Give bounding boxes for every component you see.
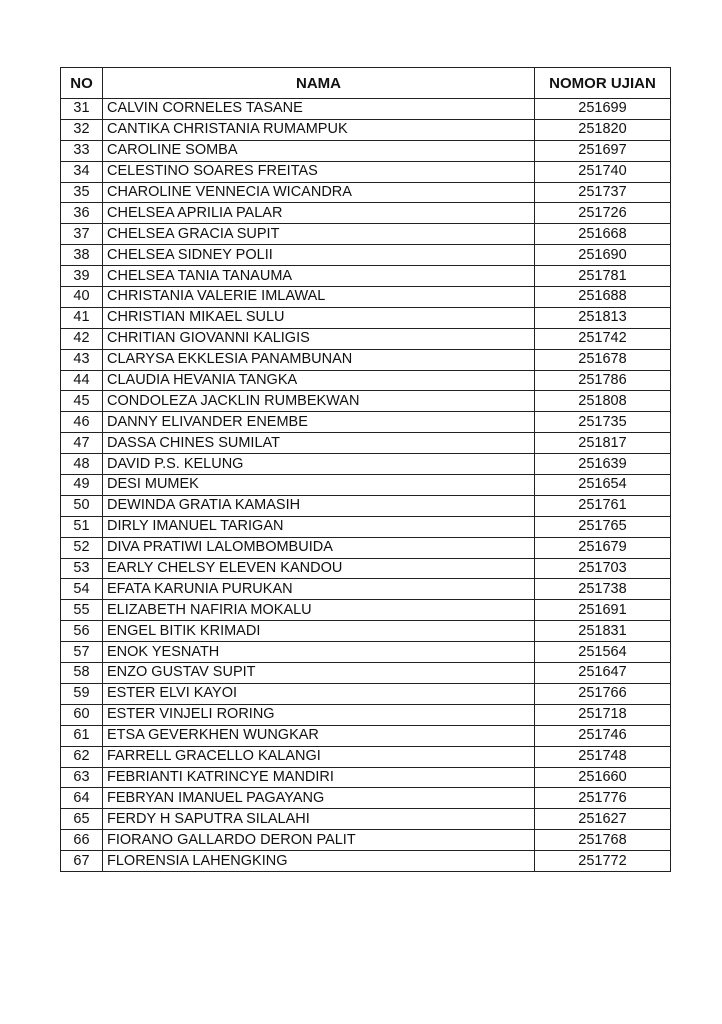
table-row bbox=[61, 663, 671, 684]
table-row bbox=[61, 788, 671, 809]
exam-number: 251768 bbox=[535, 830, 671, 851]
row-number: 33 bbox=[61, 140, 103, 161]
participant-name: ENOK YESNATH bbox=[103, 642, 535, 663]
exam-number: 251738 bbox=[535, 579, 671, 600]
participant-name: EARLY CHELSY ELEVEN KANDOU bbox=[103, 558, 535, 579]
row-number: 50 bbox=[61, 495, 103, 516]
participant-name: ESTER ELVI KAYOI bbox=[103, 683, 535, 704]
row-number: 31 bbox=[61, 99, 103, 120]
header-nomor-ujian: NOMOR UJIAN bbox=[535, 68, 671, 99]
row-number: 46 bbox=[61, 412, 103, 433]
exam-number: 251761 bbox=[535, 495, 671, 516]
participant-name: CHRITIAN GIOVANNI KALIGIS bbox=[103, 328, 535, 349]
table-row bbox=[61, 767, 671, 788]
participant-name: CAROLINE SOMBA bbox=[103, 140, 535, 161]
row-number: 42 bbox=[61, 328, 103, 349]
row-number: 66 bbox=[61, 830, 103, 851]
table-row bbox=[61, 600, 671, 621]
row-number: 40 bbox=[61, 287, 103, 308]
exam-number: 251740 bbox=[535, 161, 671, 182]
exam-number: 251699 bbox=[535, 99, 671, 120]
participant-name: ELIZABETH NAFIRIA MOKALU bbox=[103, 600, 535, 621]
table-row bbox=[61, 307, 671, 328]
table-row bbox=[61, 328, 671, 349]
participant-name: FEBRYAN IMANUEL PAGAYANG bbox=[103, 788, 535, 809]
exam-number: 251564 bbox=[535, 642, 671, 663]
row-number: 37 bbox=[61, 224, 103, 245]
exam-number: 251742 bbox=[535, 328, 671, 349]
exam-number: 251808 bbox=[535, 391, 671, 412]
row-number: 63 bbox=[61, 767, 103, 788]
exam-number: 251772 bbox=[535, 851, 671, 872]
table-row bbox=[61, 621, 671, 642]
table-row bbox=[61, 537, 671, 558]
table-row bbox=[61, 161, 671, 182]
table-row bbox=[61, 579, 671, 600]
participant-name: ENZO GUSTAV SUPIT bbox=[103, 663, 535, 684]
participant-name: FARRELL GRACELLO KALANGI bbox=[103, 746, 535, 767]
row-number: 54 bbox=[61, 579, 103, 600]
table-row bbox=[61, 704, 671, 725]
table-row bbox=[61, 642, 671, 663]
exam-number: 251703 bbox=[535, 558, 671, 579]
exam-number: 251820 bbox=[535, 119, 671, 140]
table-row bbox=[61, 349, 671, 370]
table-row bbox=[61, 830, 671, 851]
table-row bbox=[61, 683, 671, 704]
participant-table bbox=[60, 67, 671, 872]
exam-number: 251639 bbox=[535, 454, 671, 475]
table-row bbox=[61, 746, 671, 767]
exam-number: 251813 bbox=[535, 307, 671, 328]
participant-name: CHRISTANIA VALERIE IMLAWAL bbox=[103, 287, 535, 308]
participant-name: CLARYSA EKKLESIA PANAMBUNAN bbox=[103, 349, 535, 370]
participant-name: CHAROLINE VENNECIA WICANDRA bbox=[103, 182, 535, 203]
exam-participant-list bbox=[60, 67, 670, 872]
row-number: 47 bbox=[61, 433, 103, 454]
exam-number: 251654 bbox=[535, 475, 671, 496]
exam-number: 251668 bbox=[535, 224, 671, 245]
participant-name: CHELSEA GRACIA SUPIT bbox=[103, 224, 535, 245]
participant-name: CALVIN CORNELES TASANE bbox=[103, 99, 535, 120]
participant-name: DASSA CHINES SUMILAT bbox=[103, 433, 535, 454]
participant-name: DIVA PRATIWI LALOMBOMBUIDA bbox=[103, 537, 535, 558]
participant-name: FIORANO GALLARDO DERON PALIT bbox=[103, 830, 535, 851]
participant-name: ENGEL BITIK KRIMADI bbox=[103, 621, 535, 642]
table-row bbox=[61, 516, 671, 537]
exam-number: 251748 bbox=[535, 746, 671, 767]
table-body bbox=[61, 99, 671, 872]
exam-number: 251718 bbox=[535, 704, 671, 725]
row-number: 62 bbox=[61, 746, 103, 767]
table-row bbox=[61, 224, 671, 245]
exam-number: 251781 bbox=[535, 266, 671, 287]
exam-number: 251697 bbox=[535, 140, 671, 161]
exam-number: 251776 bbox=[535, 788, 671, 809]
participant-name: CHELSEA SIDNEY POLII bbox=[103, 245, 535, 266]
participant-name: FERDY H SAPUTRA SILALAHI bbox=[103, 809, 535, 830]
table-header-row bbox=[61, 68, 671, 99]
table-row bbox=[61, 99, 671, 120]
participant-name: DESI MUMEK bbox=[103, 475, 535, 496]
row-number: 64 bbox=[61, 788, 103, 809]
table-row bbox=[61, 287, 671, 308]
exam-number: 251627 bbox=[535, 809, 671, 830]
participant-name: CONDOLEZA JACKLIN RUMBEKWAN bbox=[103, 391, 535, 412]
exam-number: 251737 bbox=[535, 182, 671, 203]
table-row bbox=[61, 433, 671, 454]
table-row bbox=[61, 119, 671, 140]
participant-name: DEWINDA GRATIA KAMASIH bbox=[103, 495, 535, 516]
row-number: 52 bbox=[61, 537, 103, 558]
table-row bbox=[61, 725, 671, 746]
table-row bbox=[61, 370, 671, 391]
row-number: 60 bbox=[61, 704, 103, 725]
exam-number: 251831 bbox=[535, 621, 671, 642]
row-number: 56 bbox=[61, 621, 103, 642]
table-row bbox=[61, 140, 671, 161]
participant-name: CLAUDIA HEVANIA TANGKA bbox=[103, 370, 535, 391]
table-row bbox=[61, 182, 671, 203]
row-number: 35 bbox=[61, 182, 103, 203]
exam-number: 251817 bbox=[535, 433, 671, 454]
exam-number: 251690 bbox=[535, 245, 671, 266]
table-row bbox=[61, 391, 671, 412]
row-number: 55 bbox=[61, 600, 103, 621]
participant-name: FLORENSIA LAHENGKING bbox=[103, 851, 535, 872]
row-number: 53 bbox=[61, 558, 103, 579]
participant-name: CHELSEA APRILIA PALAR bbox=[103, 203, 535, 224]
exam-number: 251679 bbox=[535, 537, 671, 558]
row-number: 51 bbox=[61, 516, 103, 537]
table-row bbox=[61, 266, 671, 287]
exam-number: 251647 bbox=[535, 663, 671, 684]
row-number: 45 bbox=[61, 391, 103, 412]
participant-name: CANTIKA CHRISTANIA RUMAMPUK bbox=[103, 119, 535, 140]
exam-number: 251766 bbox=[535, 683, 671, 704]
participant-name: DANNY ELIVANDER ENEMBE bbox=[103, 412, 535, 433]
participant-name: ETSA GEVERKHEN WUNGKAR bbox=[103, 725, 535, 746]
header-nama: NAMA bbox=[103, 68, 535, 99]
row-number: 61 bbox=[61, 725, 103, 746]
participant-name: CHRISTIAN MIKAEL SULU bbox=[103, 307, 535, 328]
header-no: NO bbox=[61, 68, 103, 99]
exam-number: 251691 bbox=[535, 600, 671, 621]
table-row bbox=[61, 245, 671, 266]
row-number: 41 bbox=[61, 307, 103, 328]
table-row bbox=[61, 851, 671, 872]
table-row bbox=[61, 809, 671, 830]
table-row bbox=[61, 412, 671, 433]
exam-number: 251765 bbox=[535, 516, 671, 537]
row-number: 44 bbox=[61, 370, 103, 391]
exam-number: 251735 bbox=[535, 412, 671, 433]
exam-number: 251726 bbox=[535, 203, 671, 224]
participant-name: EFATA KARUNIA PURUKAN bbox=[103, 579, 535, 600]
table-row bbox=[61, 203, 671, 224]
row-number: 43 bbox=[61, 349, 103, 370]
row-number: 34 bbox=[61, 161, 103, 182]
table-row bbox=[61, 475, 671, 496]
table-row bbox=[61, 558, 671, 579]
row-number: 59 bbox=[61, 683, 103, 704]
row-number: 67 bbox=[61, 851, 103, 872]
exam-number: 251786 bbox=[535, 370, 671, 391]
row-number: 38 bbox=[61, 245, 103, 266]
exam-number: 251746 bbox=[535, 725, 671, 746]
row-number: 39 bbox=[61, 266, 103, 287]
participant-name: CHELSEA TANIA TANAUMA bbox=[103, 266, 535, 287]
row-number: 57 bbox=[61, 642, 103, 663]
row-number: 49 bbox=[61, 475, 103, 496]
participant-name: FEBRIANTI KATRINCYE MANDIRI bbox=[103, 767, 535, 788]
exam-number: 251688 bbox=[535, 287, 671, 308]
exam-number: 251660 bbox=[535, 767, 671, 788]
row-number: 48 bbox=[61, 454, 103, 475]
table-row bbox=[61, 495, 671, 516]
row-number: 36 bbox=[61, 203, 103, 224]
row-number: 32 bbox=[61, 119, 103, 140]
table-row bbox=[61, 454, 671, 475]
participant-name: ESTER VINJELI RORING bbox=[103, 704, 535, 725]
row-number: 65 bbox=[61, 809, 103, 830]
exam-number: 251678 bbox=[535, 349, 671, 370]
participant-name: DAVID P.S. KELUNG bbox=[103, 454, 535, 475]
row-number: 58 bbox=[61, 663, 103, 684]
participant-name: CELESTINO SOARES FREITAS bbox=[103, 161, 535, 182]
participant-name: DIRLY IMANUEL TARIGAN bbox=[103, 516, 535, 537]
